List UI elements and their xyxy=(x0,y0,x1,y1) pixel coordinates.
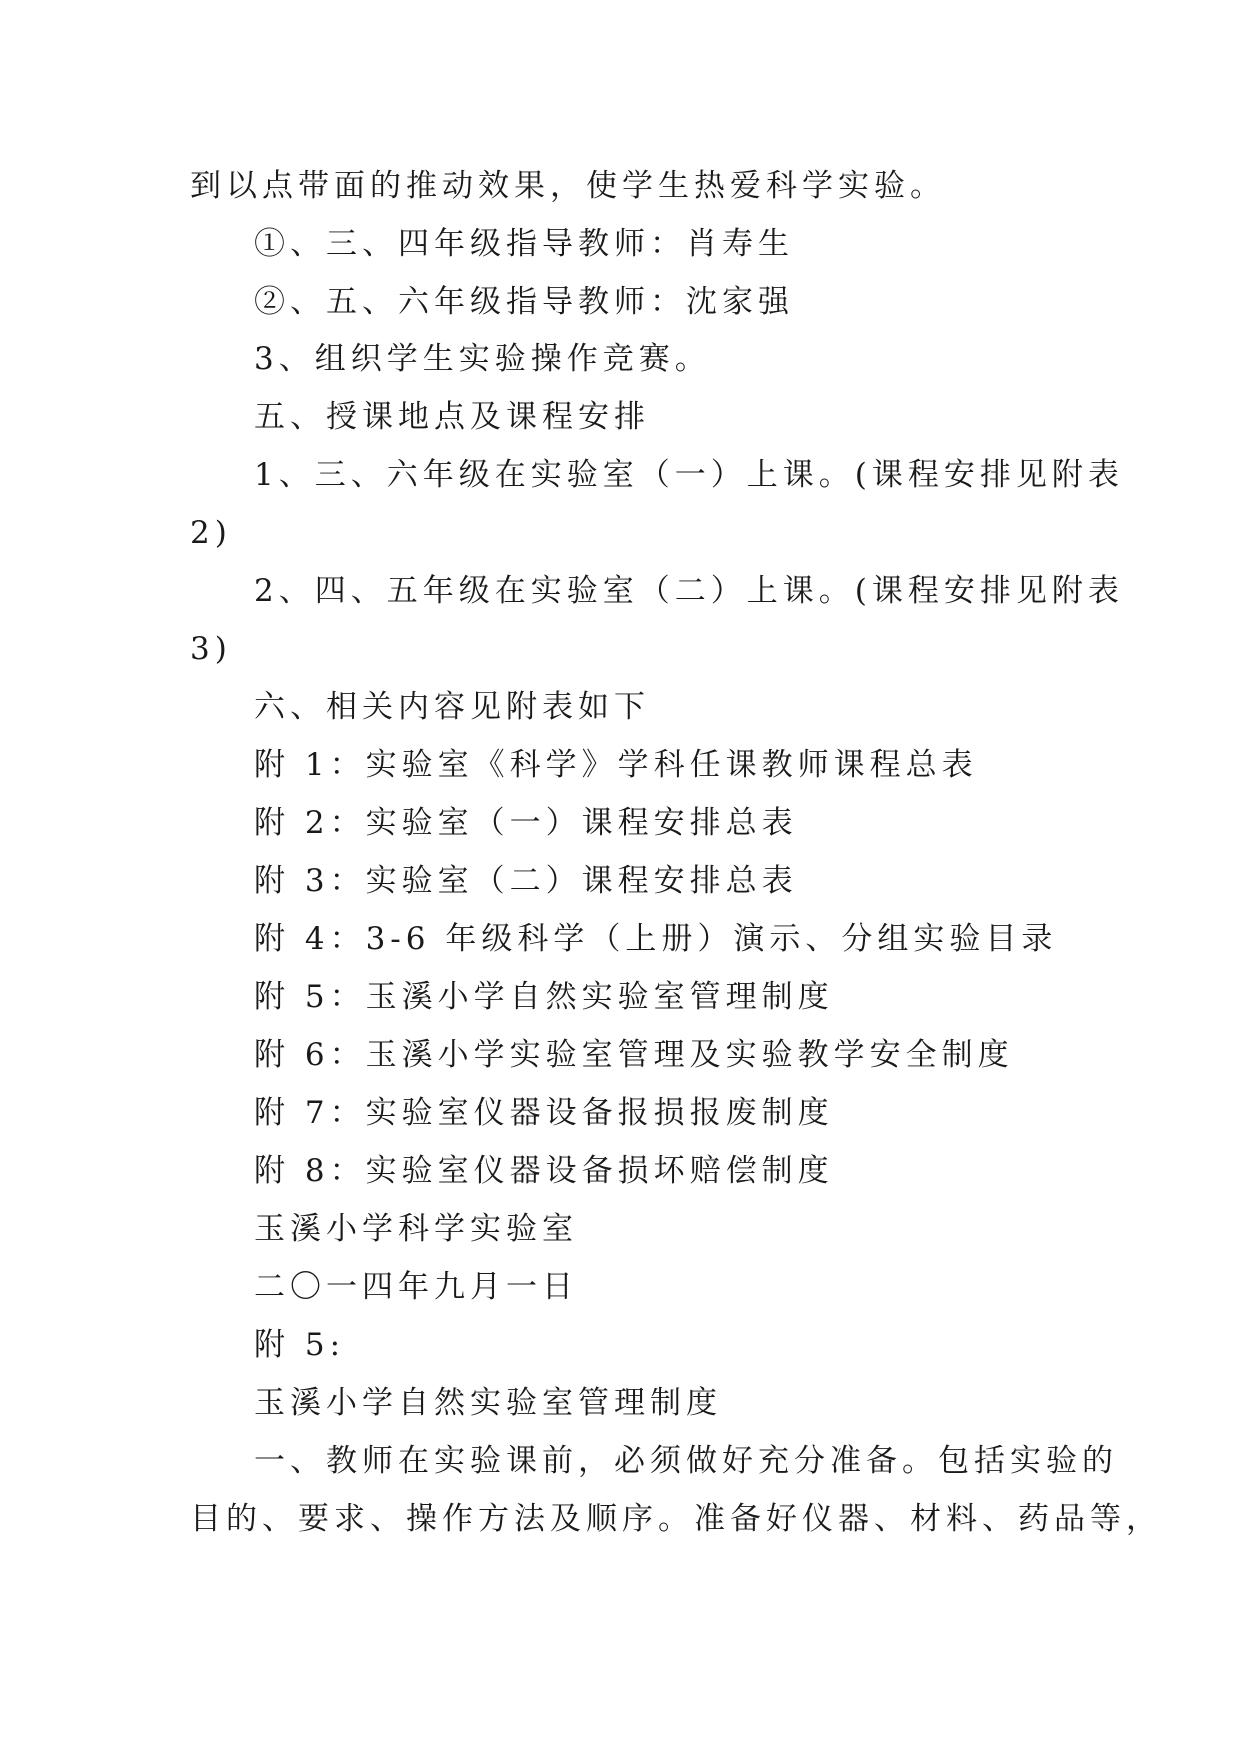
appendix-item: 附 3：实验室（二）课程安排总表 xyxy=(254,863,798,899)
text-line: 3) xyxy=(190,631,232,667)
text-line: ①、三、四年级指导教师：肖寿生 xyxy=(254,226,794,262)
text-line: 1、三、六年级在实验室（一）上课。(课程安排见附表 xyxy=(254,457,1124,493)
signature-date: 二〇一四年九月一日 xyxy=(254,1269,578,1305)
appendix-item: 附 2：实验室（一）课程安排总表 xyxy=(254,805,798,841)
appendix-item: 附 5：玉溪小学自然实验室管理制度 xyxy=(254,979,834,1015)
appendix-item: 附 1：实验室《科学》学科任课教师课程总表 xyxy=(254,747,978,783)
text-line: 2、四、五年级在实验室（二）上课。(课程安排见附表 xyxy=(254,573,1124,609)
text-line: 3、组织学生实验操作竞赛。 xyxy=(254,341,711,377)
section-heading: 五、授课地点及课程安排 xyxy=(254,399,650,435)
signature-org: 玉溪小学科学实验室 xyxy=(254,1211,578,1247)
text-line: 一、教师在实验课前，必须做好充分准备。包括实验的 xyxy=(254,1443,1118,1479)
section-heading: 六、相关内容见附表如下 xyxy=(254,689,650,725)
text-line: 到以点带面的推动效果，使学生热爱科学实验。 xyxy=(190,168,946,204)
text-line: 目的、要求、操作方法及顺序。准备好仪器、材料、药品等， xyxy=(190,1501,1162,1537)
appendix-item: 附 8：实验室仪器设备损坏赔偿制度 xyxy=(254,1153,834,1189)
appendix-label: 附 5: xyxy=(254,1327,346,1363)
appendix-item: 附 7：实验室仪器设备报损报废制度 xyxy=(254,1095,834,1131)
appendix-item: 附 4：3-6 年级科学（上册）演示、分组实验目录 xyxy=(254,921,1058,957)
appendix-item: 附 6：玉溪小学实验室管理及实验教学安全制度 xyxy=(254,1037,1014,1073)
appendix-title: 玉溪小学自然实验室管理制度 xyxy=(254,1385,722,1421)
text-line: 2) xyxy=(190,515,232,551)
text-line: ②、五、六年级指导教师：沈家强 xyxy=(254,284,794,320)
